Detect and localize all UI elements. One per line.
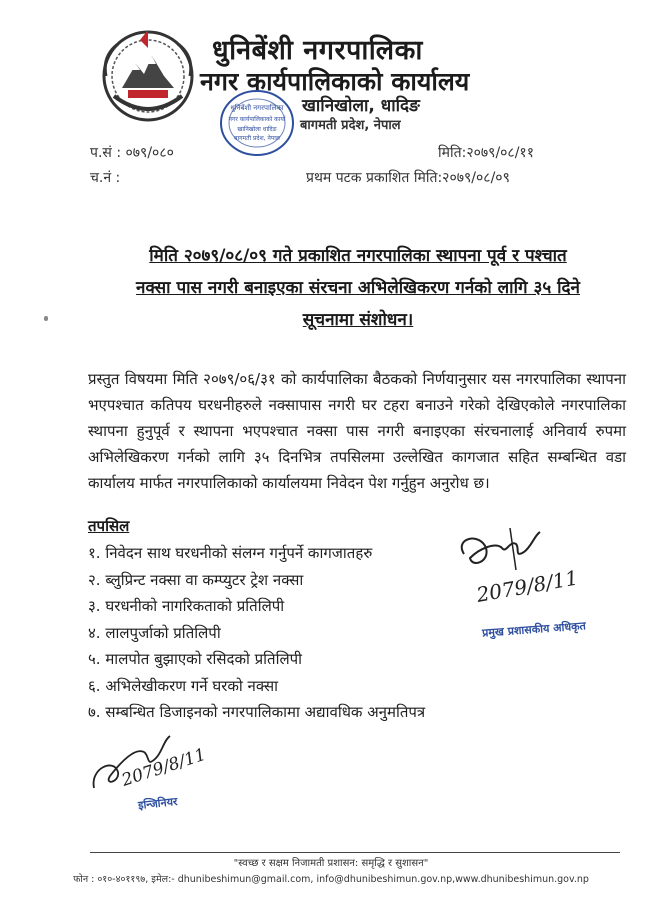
stamp-line-1: धुनिबेंशी नगरपालिका	[230, 104, 284, 112]
engineer-signature	[84, 728, 224, 803]
list-item: ७. सम्बन्धित डिजाइनको नगरपालिकामा अद्यावधिक अनुमतिपत्र	[88, 703, 426, 721]
list-item: ६. अभिलेखीकरण गर्ने घरको नक्सा	[88, 676, 278, 695]
admin-title: प्रमुख प्रशासकीय अधिकृत	[481, 619, 587, 640]
notice-body: प्रस्तुत विषयमा मिति २०७९/०६/३१ को कार्यपालिका बैठकको निर्णयानुसार यस नगरपालिका स्थापना भएपश्चात कतिपय घरधनीहरुले नक्सापास नगरी घर टहरा बनाउने गरेको देखिएकोले नगरपालिका स्थापना हुनुपूर्व र स्थापना भएपश्चात नक्सा पास नगरी बनाइएका संरचनालाई अनिवार्य रुपमा अभिलेखिकरण गर्नको लागि ३५ दिनभित्र तपसिलमा उल्लेखित कागजात सहित सम्बन्धित वडा कार्यालय मार्फत नगरपालिकाको कार्यालयमा निवेदन पेश गर्नुहुन अनुरोध छ।	[88, 370, 626, 492]
footer-contact: फोन : ०१०-४०११९७, इमेल:- dhunibeshimun@gmail.com, info@dhunibeshimun.gov.np,www.dhunibeshimun.gov.np	[73, 874, 589, 885]
stamp-line-2: नगर कार्यपालिकाको कार्या	[228, 116, 286, 123]
list-item: ५. मालपोत बुझाएको रसिदको प्रतिलिपी	[88, 650, 303, 668]
subject-line-1: मिति २०७९/०८/०९ गते प्रकाशित नगरपालिका स्थापना पूर्व र पश्चात	[149, 246, 567, 266]
org-name: धुनिबेंशी नगरपालिका	[212, 35, 423, 66]
reference-number: प.सं : ०७९/०८०	[90, 145, 174, 161]
footer-divider	[90, 852, 620, 853]
admin-signature	[450, 518, 600, 628]
subject-line-2: नक्सा पास नगरी बनाइएका संरचना अभिलेखिकरण गर्नको लागि ३५ दिने	[136, 278, 580, 298]
stamp-line-3: खानिखोला धादिङ	[237, 126, 277, 133]
stamp-line-4: बागमती प्रदेश, नेपाल	[234, 135, 280, 142]
office-stamp	[218, 88, 296, 158]
margin-mark	[44, 316, 48, 321]
first-published-date: प्रथम पटक प्रकाशित मिति:२०७९/०८/०९	[306, 170, 510, 186]
letter-date: मिति:२०७९/०८/११	[438, 145, 534, 161]
tapasil-list	[88, 540, 425, 726]
engineer-title: इन्जिनियर	[137, 794, 179, 813]
office-province: बागमती प्रदेश, नेपाल	[300, 118, 401, 133]
list-item: ४. लालपुर्जाको प्रतिलिपी	[88, 623, 221, 642]
list-item: १. निवेदन साथ घरधनीको संलग्न गर्नुपर्ने कागजातहरु	[88, 544, 373, 562]
office-location: खानिखोला, धादिङ	[302, 96, 420, 116]
engineer-signature-date: 2079/8/11	[119, 744, 209, 791]
tapasil-heading: तपसिल	[88, 517, 130, 535]
subject-line-3: सूचनामा संशोधन।	[302, 310, 414, 330]
notice-subject	[98, 240, 618, 336]
admin-signature-date: 2079/8/11	[474, 565, 580, 607]
dispatch-number: च.नं :	[90, 170, 121, 186]
nepal-emblem-logo	[92, 26, 204, 126]
list-item: ३. घरधनीको नागरिकताको प्रतिलिपी	[88, 597, 285, 615]
list-item: २. ब्लुप्रिन्ट नक्सा वा कम्प्युटर ट्रेश नक्सा	[88, 570, 304, 589]
footer-motto: "स्वच्छ र सक्षम निजामती प्रशासन: समृद्धि र सुशासन"	[233, 858, 429, 869]
office-name: नगर कार्यपालिकाको कार्यालय	[200, 67, 470, 96]
